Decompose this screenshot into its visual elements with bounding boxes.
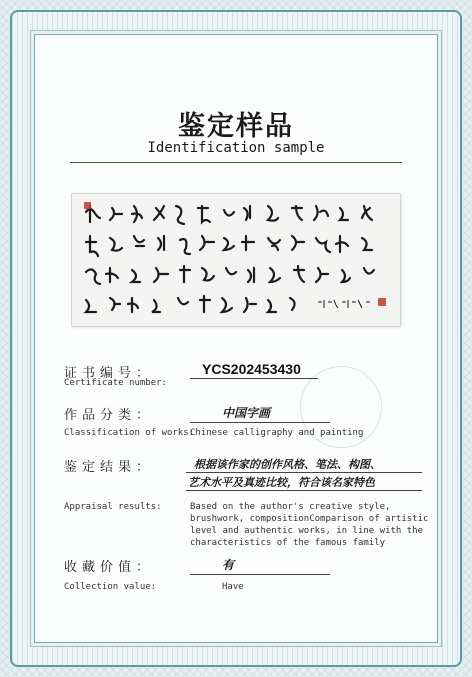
appraisal-value-en-line2: brushwork, compositionComparison of artistic xyxy=(190,514,429,524)
collection-underline xyxy=(190,574,330,575)
certificate-number: YCS202453430 xyxy=(202,361,301,377)
appraisal-underline-1 xyxy=(186,472,422,473)
appraisal-value-en-line3: level and authentic works, in line with the xyxy=(190,526,423,536)
collection-label-en: Collection value: xyxy=(64,582,157,592)
collection-value-cn: 有 xyxy=(222,558,235,572)
calligraphy-artwork-image xyxy=(72,194,400,326)
certificate-underline xyxy=(190,378,318,379)
classification-underline xyxy=(190,422,330,423)
certificate-label-en: Certificate number: xyxy=(64,378,167,388)
classification-label-en: Classification of works: xyxy=(64,428,195,438)
calligraphy-strokes xyxy=(72,194,400,326)
title-chinese: 鉴定样品 xyxy=(178,111,294,142)
appraisal-value-en-line1: Based on the author's creative style, xyxy=(190,502,391,512)
appraisal-label-cn: 鉴定结果： xyxy=(64,460,155,475)
collection-value-en: Have xyxy=(222,582,244,592)
appraisal-underline-2 xyxy=(186,490,422,491)
appraisal-label-en: Appraisal results: xyxy=(64,502,162,512)
title-english: Identification sample xyxy=(147,140,325,156)
collection-label-cn: 收藏价值： xyxy=(64,560,155,575)
classification-label-cn: 作品分类： xyxy=(64,408,155,423)
appraisal-value-cn-line2: 艺术水平及真迹比较，符合该名家特色 xyxy=(188,476,375,489)
title-divider xyxy=(70,162,402,163)
certificate-label-cn: 证书编号： xyxy=(64,366,155,381)
appraisal-value-en-line4: characteristics of the famous family xyxy=(190,538,386,548)
classification-value-en: Chinese calligraphy and painting xyxy=(190,428,364,438)
appraisal-value-cn-line1: 根据该作家的创作风格、笔法、构图、 xyxy=(194,458,381,471)
classification-value-cn: 中国字画 xyxy=(222,406,271,420)
